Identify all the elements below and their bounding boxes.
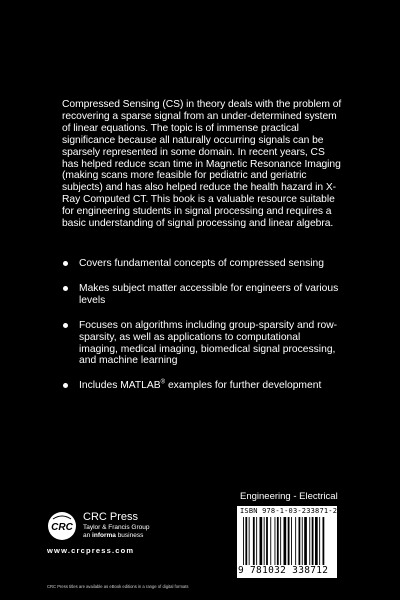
publisher-name: CRC Press xyxy=(83,511,139,523)
list-item xyxy=(62,283,342,307)
book-description: Compressed Sensing (CS) in theory deals with the problem of recovering a sparse signal from an under-determined system of linear equations. The topic is of immense practical significance because all naturally occurring signals can be sparsely represented in some domain. In recent years, CS has helped reduce scan time in Magnetic Resonance Imaging (making scans more feasible for pediatric and geriatric subjects) and has also helped reduce the health hazard in X-Ray Computed CT. This book is a valuable resource suitable for engineering students in signal processing and requires a basic understanding of signal processing and linear algebra. xyxy=(62,99,342,230)
subject-category: Engineering - Electrical xyxy=(240,491,338,502)
feature-list xyxy=(62,258,342,405)
ebook-footnote: CRC Press titles are available as eBook editions in a range of digital formats xyxy=(47,584,189,589)
list-item xyxy=(62,258,342,270)
feature-text: Includes MATLAB® examples for further development xyxy=(79,379,322,392)
publisher-group: Taylor & Francis Group xyxy=(83,524,150,531)
publisher-website-link[interactable]: www.crcpress.com xyxy=(47,546,135,555)
feature-text: Makes subject matter accessible for engineers of various levels xyxy=(79,282,339,306)
bullet-icon xyxy=(63,323,68,328)
bullet-icon xyxy=(63,383,68,388)
crc-logo-icon xyxy=(47,511,77,541)
barcode-bars xyxy=(243,517,333,565)
svg-text:CRC: CRC xyxy=(51,522,73,533)
bullet-icon xyxy=(63,286,68,291)
isbn-number: 9 781032 338712 xyxy=(238,565,329,576)
list-item xyxy=(62,320,342,368)
publisher-affiliation: an informa business xyxy=(83,532,144,539)
isbn-barcode xyxy=(237,506,337,578)
feature-text: Focuses on algorithms including group-sparsity and row-sparsity, as well as applications to computational imaging, medical imaging, biomedical signal processing, and machine learning xyxy=(79,319,338,367)
isbn-label: ISBN 978-1-03-233871-2 xyxy=(240,507,338,515)
bullet-icon xyxy=(63,261,68,266)
list-item xyxy=(62,380,342,392)
feature-text: Covers fundamental concepts of compressed sensing xyxy=(79,258,324,269)
